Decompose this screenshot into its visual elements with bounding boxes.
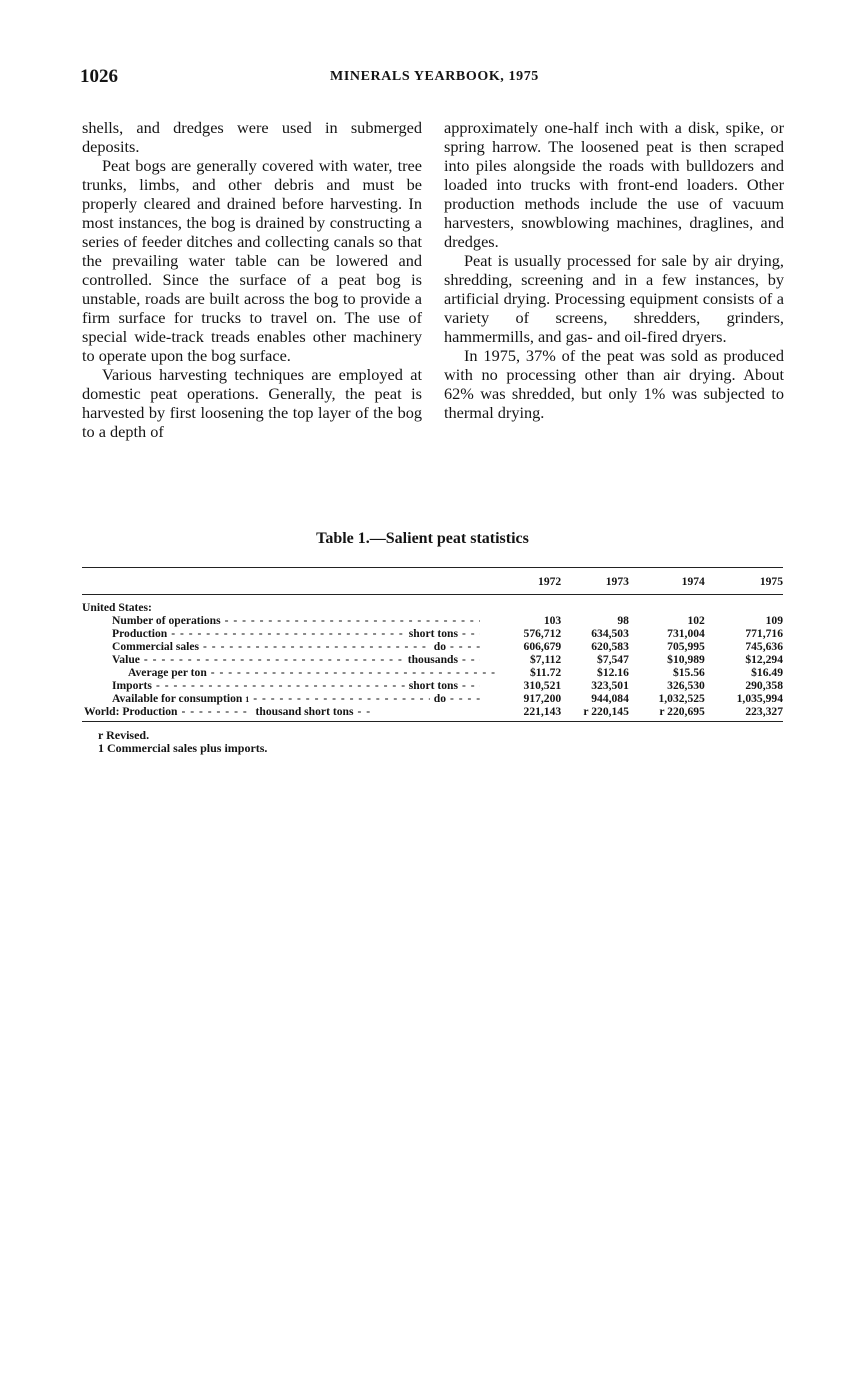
table-row [82, 627, 783, 640]
row-label: Average per ton [128, 666, 207, 679]
table-row [82, 640, 783, 653]
table-cell: $12.16 [597, 666, 629, 679]
table-title: Table 1.—Salient peat statistics [316, 530, 529, 547]
right-text-column [444, 118, 784, 422]
table-row [82, 666, 783, 679]
table-cell: 98 [617, 614, 629, 627]
table-cell: 221,143 [500, 705, 561, 722]
row-unit: short tons [408, 679, 458, 692]
paragraph: shells, and dredges were used in submerged deposits. [82, 118, 422, 156]
table-footnotes [98, 729, 267, 755]
table-cell: 705,995 [667, 640, 705, 653]
footnote-revised: r Revised. [98, 728, 150, 742]
row-unit: do [433, 692, 446, 705]
table-header-row [82, 568, 783, 595]
header-year: 1973 [561, 568, 629, 595]
table-row: Available for consumption 1 - - - do - - - 917,200 944,084 1,032,525 1,035,994 [82, 692, 783, 705]
row-label: Value [112, 653, 140, 666]
table-cell: 109 [765, 614, 783, 627]
table-cell: 745,636 [745, 640, 783, 653]
table-cell: 310,521 [523, 679, 562, 692]
row-unit: short tons [408, 627, 458, 640]
row-unit: do [433, 640, 446, 653]
header-year: 1975 [705, 568, 783, 595]
table-cell: 576,712 [523, 627, 562, 640]
page-number: 1026 [80, 66, 118, 87]
table-cell: $11.72 [529, 666, 562, 679]
table-cell: 1,032,525 [658, 692, 705, 705]
table-cell: 917,200 [523, 692, 562, 705]
table-cell: 634,503 [591, 627, 629, 640]
running-title: MINERALS YEARBOOK, 1975 [330, 69, 539, 84]
row-label: Production [112, 627, 168, 640]
table-cell: 103 [543, 614, 562, 627]
row-label: Commercial sales [112, 640, 200, 653]
table-cell: $15.56 [672, 666, 705, 679]
row-unit: thousand short tons [255, 705, 354, 718]
table-cell: 731,004 [667, 627, 705, 640]
table-cell: r 220,695 [629, 705, 705, 722]
table-row [82, 705, 783, 722]
table-row [82, 679, 783, 692]
table-cell: $7,112 [529, 653, 562, 666]
left-text-column [82, 118, 422, 441]
table-cell: 944,084 [591, 692, 629, 705]
table-cell: $7,547 [597, 653, 629, 666]
table-cell: 606,679 [523, 640, 562, 653]
table-cell: $10,989 [667, 653, 705, 666]
footnote-1: 1 Commercial sales plus imports. [98, 741, 268, 755]
table-cell: 323,501 [591, 679, 629, 692]
row-label: Available for consumption [112, 692, 243, 705]
table-section-row [82, 595, 783, 615]
peat-statistics-table [82, 567, 783, 722]
paragraph: In 1975, 37% of the peat was sold as produced with no processing other than air drying. About 62% was shredded, but only 1% was subjected to thermal drying. [444, 346, 784, 422]
header-year: 1974 [629, 568, 705, 595]
table-cell: $12,294 [745, 653, 783, 666]
header-blank [82, 568, 500, 595]
table-cell: 290,358 [745, 679, 783, 692]
table-cell: 1,035,994 [736, 692, 783, 705]
table-row [82, 653, 783, 666]
row-label: Number of operations [112, 614, 221, 627]
table-row [82, 614, 783, 627]
table-cell: r 220,145 [561, 705, 629, 722]
row-label: World: Production [84, 705, 178, 718]
section-label-us: United States: [82, 601, 152, 614]
paragraph: Peat bogs are generally covered with water, tree trunks, limbs, and other debris and must be properly cleared and drained before harvesting. In most instances, the bog is drained by constructing a series of feeder ditches and collecting canals so that the prevailing water table can be lowered and controlled. Since the surface of a peat bog is unstable, roads are built across the bog to provide a firm surface for trucks to travel on. The use of special wide-track treads enables other machinery to operate upon the bog surface. [82, 156, 422, 365]
paragraph: Various harvesting techniques are employed at domestic peat operations. Generally, the peat is harvested by first loosening the top layer of the bog to a depth of [82, 365, 422, 441]
table-cell: 223,327 [705, 705, 783, 722]
table-cell: 102 [687, 614, 705, 627]
header-year: 1972 [500, 568, 561, 595]
row-unit: thousands [407, 653, 458, 666]
table-cell: $16.49 [751, 666, 783, 679]
paragraph: Peat is usually processed for sale by air drying, shredding, screening and in a few instances, by artificial drying. Processing equipment consists of a variety of screens, shredders, grinders, hammermills, and gas- and oil-fired dryers. [444, 251, 784, 346]
table-cell: 620,583 [591, 640, 629, 653]
table-cell: 771,716 [745, 627, 783, 640]
table-cell: 326,530 [667, 679, 705, 692]
row-label: Imports [112, 679, 152, 692]
paragraph: approximately one-half inch with a disk, spike, or spring harrow. The loosened peat is then scraped into piles alongside the roads with bulldozers and loaded into trucks with front-end loaders. Other production methods include the use of vacuum harvesters, snowblowing machines, draglines, and dredges. [444, 118, 784, 251]
